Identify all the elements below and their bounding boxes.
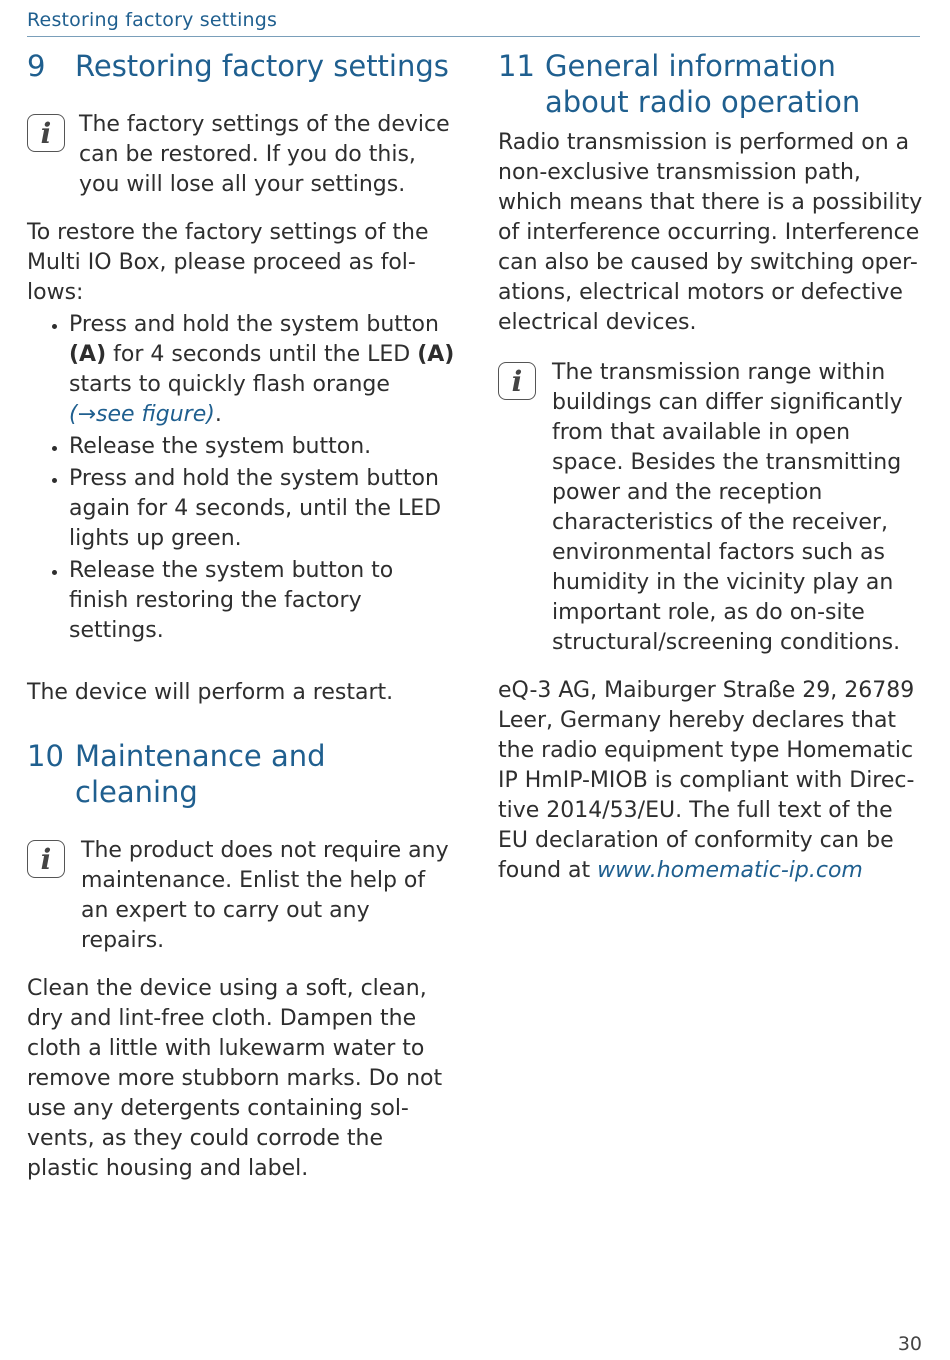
step-2: • Release the system button. — [69, 432, 457, 462]
section-11-heading — [498, 48, 926, 120]
step-1-text-c: starts to quickly flash orange — [69, 372, 390, 397]
section-10-title: Maintenance and cleaning — [75, 739, 326, 809]
step-3: • Press and hold the system button again for 4 seconds, until the LED lights up green. — [69, 464, 457, 554]
section-9-note — [27, 110, 457, 200]
step-1-text-d: . — [214, 402, 222, 427]
section-10-note — [27, 836, 457, 956]
step-1-text-a: Press and hold the system button — [69, 312, 439, 337]
step-1-label-b: (A) — [417, 342, 455, 367]
running-header: Restoring factory settings — [27, 9, 278, 31]
section-11-title: General information about radio operation — [545, 49, 861, 119]
section-11-note — [498, 358, 926, 658]
section-9-steps — [27, 310, 457, 646]
section-11-body: Radio transmission is performed on a non-exclusive transmission path, which means that there is a possibility of interference occurring. Interference can also be caused by switching oper-ations, electrical motors or defective electrical devices. — [498, 130, 923, 335]
page-number: 30 — [897, 1333, 922, 1355]
section-11-number: 11 — [498, 49, 535, 83]
step-4: • Release the system button to finish restoring the factory settings. — [69, 556, 457, 646]
section-9-outro: The device will perform a restart. — [27, 680, 394, 705]
conformity-declaration — [498, 676, 926, 886]
section-10-heading — [27, 738, 457, 810]
info-icon: i — [498, 362, 536, 400]
left-column — [27, 48, 457, 1184]
step-1-text-b: for 4 seconds until the LED — [106, 342, 418, 367]
section-10-note-text: The product does not require any maintenance. Enlist the help of an expert to carry out any repairs. — [81, 838, 449, 953]
step-1 — [69, 310, 457, 430]
section-9-number: 9 — [27, 49, 46, 83]
section-9-intro: To restore the factory settings of the Multi IO Box, please proceed as fol-lows: — [27, 220, 429, 305]
section-9-note-text: The factory settings of the device can be restored. If you do this, you will lose all your settings. — [79, 112, 450, 197]
step-1-label-a: (A) — [69, 342, 107, 367]
section-10-body: Clean the device using a soft, clean, dry and lint-free cloth. Dampen the cloth a little with lukewarm water to remove more stubborn marks. Do not use any detergents containing sol-vents, as they could corrode the plastic housing and label. — [27, 976, 443, 1181]
figure-reference[interactable]: (→see figure) — [69, 402, 215, 427]
section-9-heading — [27, 48, 457, 84]
header-rule — [27, 36, 920, 37]
section-10-number: 10 — [27, 739, 64, 773]
right-column — [498, 48, 926, 886]
homematic-website-link[interactable]: www.homematic-ip.com — [597, 858, 863, 883]
section-11-note-text: The transmission range within buildings can differ significantly from that available in open space. Besides the transmitting power and the reception characteristics of the receiver, environmental factors such as humidity in the vicinity play an important role, as do on-site structural/screening conditions. — [552, 360, 903, 655]
declaration-text: eQ-3 AG, Maiburger Straße 29, 26789 Leer, Germany hereby declares that the radio equipment type Homematic IP HmIP-MIOB is compliant with Direc-tive 2014/53/EU. The full text of the EU declaration of conformity can be found at — [498, 678, 915, 883]
info-icon: i — [27, 840, 65, 878]
info-icon: i — [27, 114, 65, 152]
section-9-title: Restoring factory settings — [75, 49, 449, 83]
